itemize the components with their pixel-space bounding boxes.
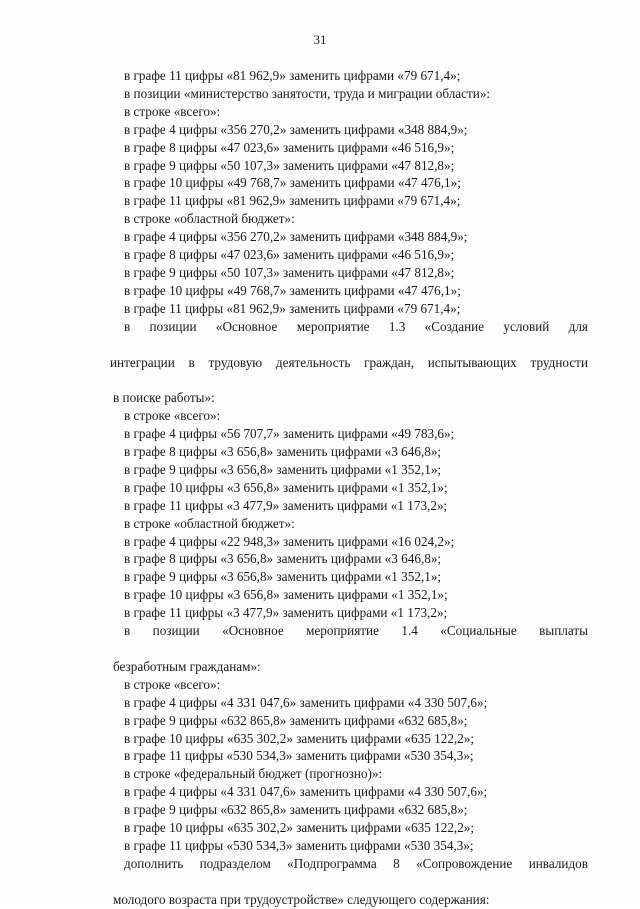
text-line: в графе 11 цифры «3 477,9» заменить цифрами «1 173,2»; <box>124 605 448 621</box>
text-line: в графе 11 цифры «3 477,9» заменить цифрами «1 173,2»; <box>124 497 448 513</box>
paragraph-line: в поиске работы»: <box>113 390 215 406</box>
text-line: в графе 9 цифры «632 865,8» заменить цифрами «632 685,8»; <box>124 712 468 728</box>
text-line: в графе 4 цифры «4 331 047,6» заменить цифрами «4 330 507,6»; <box>124 784 488 800</box>
text-line: в графе 10 цифры «635 302,2» заменить цифрами «635 122,2»; <box>124 730 475 746</box>
text-line: в графе 10 цифры «49 768,7» заменить цифрами «47 476,1»; <box>124 175 461 191</box>
amendment-list-c <box>116 676 588 855</box>
text-line: в строке «областной бюджет»: <box>124 211 295 227</box>
text-line: в графе 4 цифры «22 948,3» заменить цифрами «16 024,2»; <box>124 533 455 549</box>
text-line: в позиции «министерство занятости, труда и миграции области»: <box>124 85 491 101</box>
text-line: в строке «всего»: <box>124 103 221 119</box>
page-number: 31 <box>313 32 327 47</box>
text-line: в графе 9 цифры «632 865,8» заменить цифрами «632 685,8»; <box>124 802 468 818</box>
text-line: в графе 4 цифры «56 707,7» заменить цифрами «49 783,6»; <box>124 426 455 442</box>
text-line: в графе 8 цифры «47 023,6» заменить цифрами «46 516,9»; <box>124 247 455 263</box>
paragraph-line: в позиции «Основное мероприятие 1.4 «Социальные выплаты <box>124 623 588 639</box>
text-line: в графе 10 цифры «49 768,7» заменить цифрами «47 476,1»; <box>124 282 461 298</box>
paragraph-line: в позиции «Основное мероприятие 1.3 «Создание условий для <box>124 318 588 334</box>
text-line: в строке «всего»: <box>124 676 221 692</box>
text-line: в графе 10 цифры «3 656,8» заменить цифрами «1 352,1»; <box>124 587 448 603</box>
text-line: в графе 8 цифры «3 656,8» заменить цифрами «3 646,8»; <box>124 551 442 567</box>
text-line: в графе 4 цифры «4 331 047,6» заменить цифрами «4 330 507,6»; <box>124 694 488 710</box>
text-line: в строке «областной бюджет»: <box>124 515 295 531</box>
text-line: в графе 11 цифры «81 962,9» заменить цифрами «79 671,4»; <box>124 193 461 209</box>
text-line: в графе 9 цифры «3 656,8» заменить цифрами «1 352,1»; <box>124 569 442 585</box>
text-line: в графе 11 цифры «530 534,3» заменить цифрами «530 354,3»; <box>124 748 474 764</box>
amendment-list-b <box>116 407 588 622</box>
text-line: в строке «всего»: <box>124 408 221 424</box>
text-line: в графе 10 цифры «3 656,8» заменить цифрами «1 352,1»; <box>124 479 448 495</box>
text-line: в графе 4 цифры «356 270,2» заменить цифрами «348 884,9»; <box>124 121 468 137</box>
paragraph-line: интеграции в трудовую деятельность граждан, испытывающих трудности <box>110 354 588 370</box>
amendment-list-a <box>116 67 588 318</box>
text-line: в графе 10 цифры «635 302,2» заменить цифрами «635 122,2»; <box>124 820 475 836</box>
paragraph-line: безработным гражданам»: <box>113 658 261 674</box>
text-line: в графе 4 цифры «356 270,2» заменить цифрами «348 884,9»; <box>124 229 468 245</box>
text-line: в графе 8 цифры «3 656,8» заменить цифрами «3 646,8»; <box>124 444 442 460</box>
paragraph-activity-1-3 <box>110 318 588 408</box>
paragraph-subprogram-8 <box>113 855 588 909</box>
text-line: в графе 9 цифры «3 656,8» заменить цифрами «1 352,1»; <box>124 461 442 477</box>
paragraph-activity-1-4 <box>113 622 588 676</box>
text-line: в графе 9 цифры «50 107,3» заменить цифрами «47 812,8»; <box>124 157 455 173</box>
text-line: в строке «федеральный бюджет (прогнозно)»: <box>124 766 383 782</box>
text-line: в графе 9 цифры «50 107,3» заменить цифрами «47 812,8»; <box>124 264 455 280</box>
text-line: в графе 11 цифры «530 534,3» заменить цифрами «530 354,3»; <box>124 837 474 853</box>
text-line: в графе 11 цифры «81 962,9» заменить цифрами «79 671,4»; <box>124 68 461 83</box>
paragraph-line: дополнить подразделом «Подпрограмма 8 «Сопровождение инвалидов <box>124 855 588 871</box>
text-line: в графе 8 цифры «47 023,6» заменить цифрами «46 516,9»; <box>124 139 455 155</box>
paragraph-line: молодого возраста при трудоустройстве» следующего содержания: <box>113 891 490 907</box>
document-body <box>110 67 588 909</box>
text-line: в графе 11 цифры «81 962,9» заменить цифрами «79 671,4»; <box>124 300 461 316</box>
